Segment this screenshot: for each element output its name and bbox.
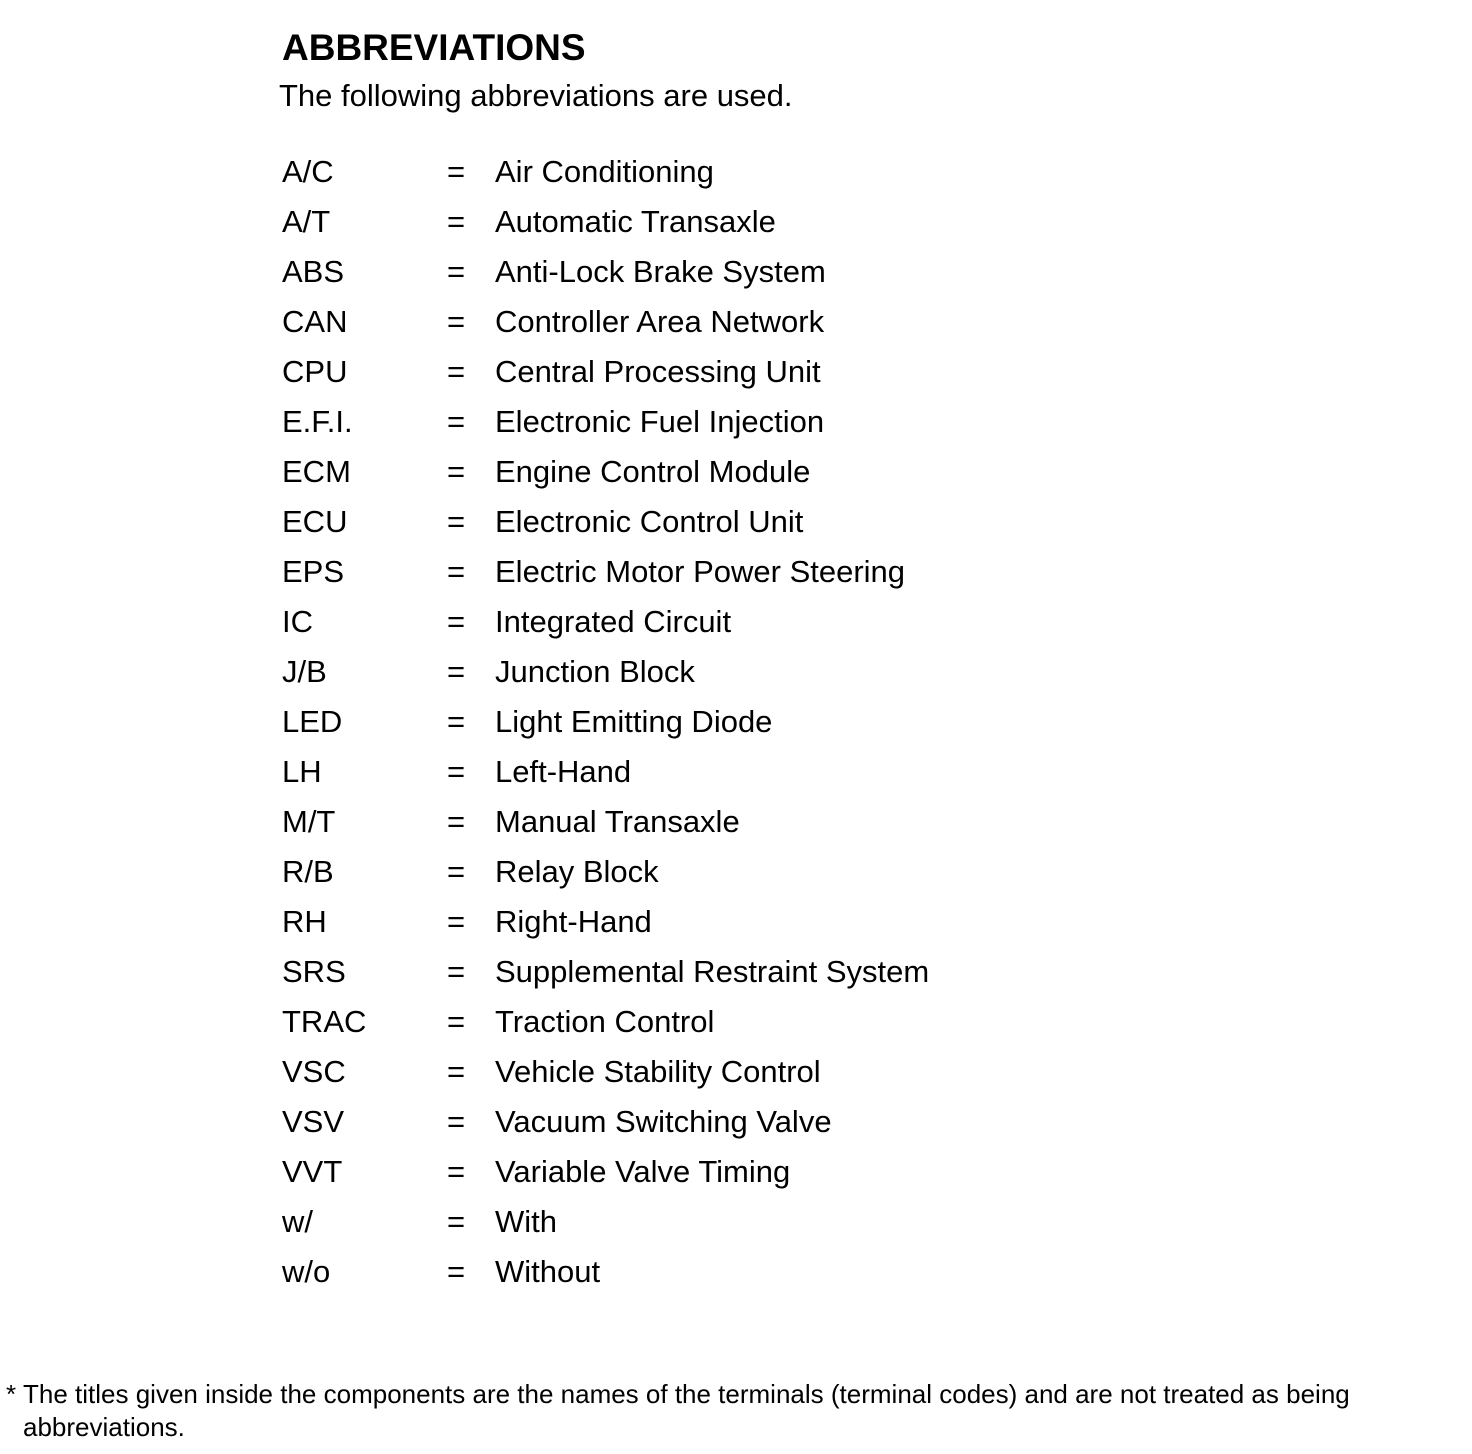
equals-sign: = bbox=[447, 1104, 466, 1139]
abbreviation-term: CAN bbox=[282, 304, 348, 339]
abbreviation-row bbox=[282, 1002, 1182, 1052]
abbreviation-row bbox=[282, 1152, 1182, 1202]
abbreviation-term: E.F.I. bbox=[282, 404, 353, 439]
abbreviation-definition: Left-Hand bbox=[495, 754, 632, 789]
abbreviation-definition: Central Processing Unit bbox=[495, 354, 821, 389]
equals-sign: = bbox=[447, 954, 466, 989]
abbreviation-term: CPU bbox=[282, 354, 348, 389]
equals-sign: = bbox=[447, 1004, 466, 1039]
abbreviation-definition: Traction Control bbox=[495, 1004, 715, 1039]
footnote bbox=[6, 1378, 1456, 1444]
abbreviation-row bbox=[282, 752, 1182, 802]
abbreviation-row bbox=[282, 1102, 1182, 1152]
abbreviation-term: R/B bbox=[282, 854, 334, 889]
abbreviation-definition: Integrated Circuit bbox=[495, 604, 732, 639]
abbreviation-term: A/C bbox=[282, 154, 334, 189]
abbreviation-list bbox=[282, 152, 1182, 1302]
abbreviation-row bbox=[282, 1202, 1182, 1252]
equals-sign: = bbox=[447, 204, 466, 239]
equals-sign: = bbox=[447, 554, 466, 589]
abbreviation-term: SRS bbox=[282, 954, 346, 989]
abbreviation-definition: Supplemental Restraint System bbox=[495, 954, 930, 989]
abbreviation-row bbox=[282, 352, 1182, 402]
abbreviation-definition: Electronic Control Unit bbox=[495, 504, 804, 539]
abbreviation-row bbox=[282, 602, 1182, 652]
equals-sign: = bbox=[447, 354, 466, 389]
abbreviation-term: ECU bbox=[282, 504, 348, 539]
abbreviation-term: w/o bbox=[282, 1254, 331, 1289]
abbreviation-definition: Without bbox=[495, 1254, 601, 1289]
abbreviation-definition: Manual Transaxle bbox=[495, 804, 740, 839]
equals-sign: = bbox=[447, 1054, 466, 1089]
abbreviation-definition: Controller Area Network bbox=[495, 304, 825, 339]
abbreviation-row bbox=[282, 202, 1182, 252]
equals-sign: = bbox=[447, 654, 466, 689]
equals-sign: = bbox=[447, 154, 466, 189]
abbreviation-definition: Junction Block bbox=[495, 654, 695, 689]
abbreviation-row bbox=[282, 452, 1182, 502]
abbreviation-definition: Vacuum Switching Valve bbox=[495, 1104, 832, 1139]
abbreviation-term: ABS bbox=[282, 254, 345, 289]
abbreviation-row bbox=[282, 802, 1182, 852]
abbreviation-definition: Light Emitting Diode bbox=[495, 704, 773, 739]
abbreviation-term: RH bbox=[282, 904, 327, 939]
equals-sign: = bbox=[447, 304, 466, 339]
abbreviation-definition: Electronic Fuel Injection bbox=[495, 404, 825, 439]
abbreviation-term: A/T bbox=[282, 204, 331, 239]
abbreviation-term: VSV bbox=[282, 1104, 345, 1139]
equals-sign: = bbox=[447, 604, 466, 639]
abbreviation-definition: With bbox=[495, 1204, 557, 1239]
abbreviation-term: w/ bbox=[282, 1204, 313, 1239]
abbreviation-definition: Air Conditioning bbox=[495, 154, 714, 189]
equals-sign: = bbox=[447, 254, 466, 289]
abbreviation-definition: Anti-Lock Brake System bbox=[495, 254, 826, 289]
abbreviation-row bbox=[282, 552, 1182, 602]
equals-sign: = bbox=[447, 1204, 466, 1239]
abbreviation-definition: Relay Block bbox=[495, 854, 659, 889]
equals-sign: = bbox=[447, 404, 466, 439]
equals-sign: = bbox=[447, 704, 466, 739]
equals-sign: = bbox=[447, 804, 466, 839]
intro-text: The following abbreviations are used. bbox=[279, 78, 793, 113]
equals-sign: = bbox=[447, 454, 466, 489]
footnote-asterisk: * bbox=[6, 1379, 17, 1409]
abbreviation-term: M/T bbox=[282, 804, 336, 839]
abbreviation-row bbox=[282, 702, 1182, 752]
abbreviation-row bbox=[282, 952, 1182, 1002]
equals-sign: = bbox=[447, 1154, 466, 1189]
abbreviation-term: EPS bbox=[282, 554, 345, 589]
abbreviation-term: ECM bbox=[282, 454, 351, 489]
equals-sign: = bbox=[447, 904, 466, 939]
abbreviation-row bbox=[282, 252, 1182, 302]
abbreviation-row bbox=[282, 302, 1182, 352]
abbreviation-row bbox=[282, 902, 1182, 952]
abbreviation-row bbox=[282, 652, 1182, 702]
abbreviation-term: VVT bbox=[282, 1154, 343, 1189]
abbreviation-definition: Vehicle Stability Control bbox=[495, 1054, 821, 1089]
abbreviation-term: J/B bbox=[282, 654, 327, 689]
abbreviation-definition: Automatic Transaxle bbox=[495, 204, 776, 239]
equals-sign: = bbox=[447, 754, 466, 789]
abbreviation-row bbox=[282, 502, 1182, 552]
abbreviation-definition: Electric Motor Power Steering bbox=[495, 554, 906, 589]
abbreviation-term: VSC bbox=[282, 1054, 346, 1089]
equals-sign: = bbox=[447, 854, 466, 889]
abbreviation-row bbox=[282, 152, 1182, 202]
abbreviation-definition: Variable Valve Timing bbox=[495, 1154, 791, 1189]
abbreviation-row bbox=[282, 1252, 1182, 1302]
abbreviation-term: TRAC bbox=[282, 1004, 367, 1039]
footnote-text: The titles given inside the components are the names of the terminals (terminal codes) and are not treated as being abbreviations. bbox=[23, 1379, 1350, 1442]
page-title: ABBREVIATIONS bbox=[282, 27, 586, 68]
abbreviation-term: LH bbox=[282, 754, 322, 789]
abbreviation-term: LED bbox=[282, 704, 343, 739]
equals-sign: = bbox=[447, 504, 466, 539]
abbreviation-definition: Right-Hand bbox=[495, 904, 652, 939]
equals-sign: = bbox=[447, 1254, 466, 1289]
abbreviation-row bbox=[282, 852, 1182, 902]
abbreviation-row bbox=[282, 1052, 1182, 1102]
abbreviation-definition: Engine Control Module bbox=[495, 454, 811, 489]
abbreviation-row bbox=[282, 402, 1182, 452]
abbreviation-term: IC bbox=[282, 604, 313, 639]
